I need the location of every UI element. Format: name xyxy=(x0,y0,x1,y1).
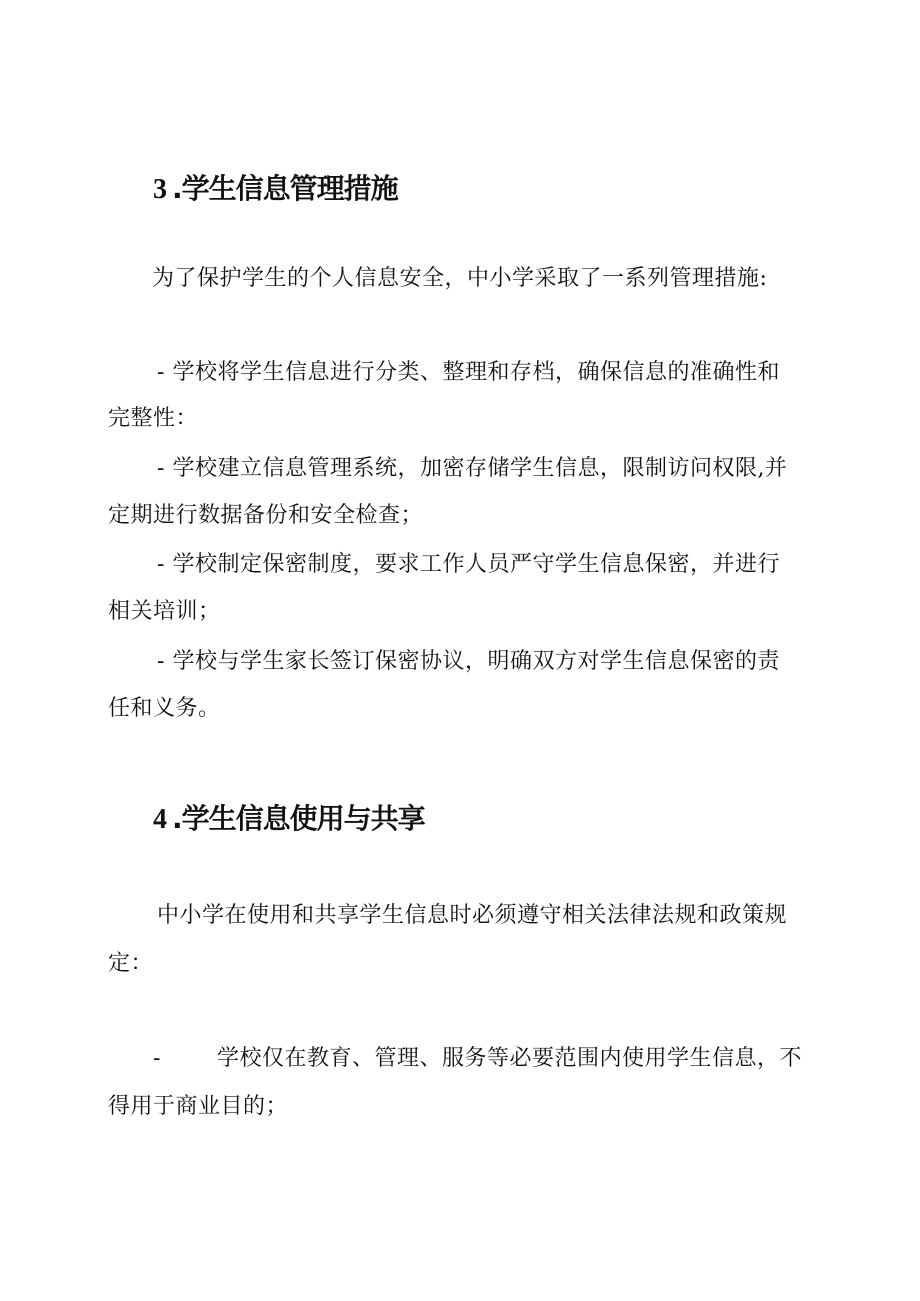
item-text: 学校建立信息管理系统，加密存储学生信息，限制访问权限,并 xyxy=(172,456,788,481)
section-3-item-2-line-1 xyxy=(157,458,787,480)
bullet-dash: - xyxy=(157,649,165,674)
section-3-item-4-line-2: 任和义务。 xyxy=(108,696,221,721)
section-3-item-3-line-2: 相关培训； xyxy=(108,599,221,624)
section-3-item-3-line-1 xyxy=(157,554,780,576)
section-3-title: .学生信息管理措施 xyxy=(172,172,398,205)
section-4-heading xyxy=(153,802,425,835)
section-4-intro-line-2: 定： xyxy=(108,951,154,976)
section-3-intro: 为了保护学生的个人信息安全，中小学采取了一系列管理措施: xyxy=(152,266,768,291)
section-3-item-2-line-2: 定期进行数据备份和安全检查； xyxy=(108,503,424,528)
section-4-item-1-line-1: 学校仅在教育、管理、服务等必要范围内使用学生信息，不 xyxy=(217,1046,803,1071)
item-text: 学校与学生家长签订保密协议，明确双方对学生信息保密的责 xyxy=(172,649,780,674)
bullet-dash: - xyxy=(157,360,165,385)
section-3-heading xyxy=(153,172,398,205)
section-3-number: 3 xyxy=(153,174,166,205)
section-4-item-1-dash: - xyxy=(153,1046,161,1071)
section-4-item-1-line-2: 得用于商业目的； xyxy=(108,1094,289,1119)
item-text: 学校制定保密制度，要求工作人员严守学生信息保密，并进行 xyxy=(172,552,780,577)
bullet-dash: - xyxy=(157,552,165,577)
section-4-title: .学生信息使用与共享 xyxy=(172,802,425,835)
section-3-item-1-line-1 xyxy=(157,362,780,384)
section-4-number: 4 xyxy=(153,804,166,835)
item-text: 学校将学生信息进行分类、整理和存档，确保信息的准确性和 xyxy=(172,360,780,385)
section-4-intro-line-1: 中小学在使用和共享学生信息时必须遵守相关法律法规和政策规 xyxy=(157,903,788,928)
section-3-item-1-line-2: 完整性： xyxy=(108,406,199,431)
bullet-dash: - xyxy=(157,456,165,481)
section-3-item-4-line-1 xyxy=(157,651,780,673)
